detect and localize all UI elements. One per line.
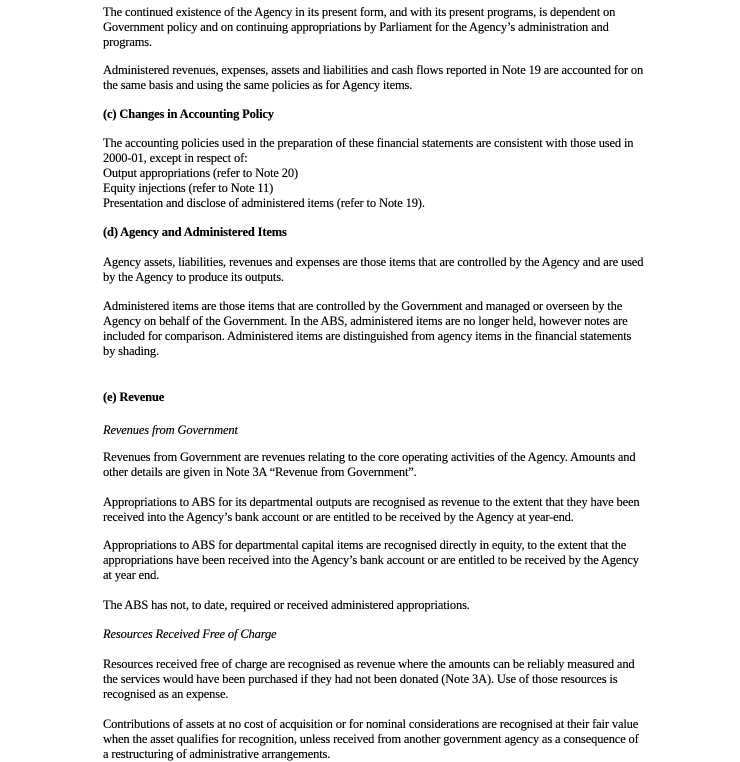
paragraph-continued-existence: The continued existence of the Agency in its present form, and with its present programs, is dependent on Government policy and on continuing appropriations by Parliament for the Agency’s administration and programs.: [103, 5, 616, 49]
document-body: [103, 5, 645, 762]
list-line-output-appropriations: Output appropriations (refer to Note 20): [103, 166, 298, 180]
section-heading-e-revenue: (e) Revenue: [103, 390, 165, 404]
paragraph-resources-free-of-charge: Resources received free of charge are recognised as revenue where the amounts can be reliably measured and the services would have been purchased if they had not been donated (Note 3A). Use of those resources is recognised as an expense.: [103, 657, 635, 701]
list-line-presentation-disclose: Presentation and disclose of administered items (refer to Note 19).: [103, 196, 425, 210]
paragraph-agency-assets: Agency assets, liabilities, revenues and expenses are those items that are controlled by the Agency and are used by the Agency to produce its outputs.: [103, 255, 644, 284]
paragraph-appropriations-capital: Appropriations to ABS for departmental capital items are recognised directly in equity, to the extent that the appropriations have been received into the Agency’s bank account or are entitled to be received by the Agency at year end.: [103, 538, 639, 582]
paragraph-accounting-policies: The accounting policies used in the preparation of these financial statements are consistent with those used in 2000-01, except in respect of:: [103, 136, 634, 165]
subheading-resources-received-free-of-charge: Resources Received Free of Charge: [103, 627, 277, 641]
paragraph-administered-note19: Administered revenues, expenses, assets and liabilities and cash flows reported in Note 19 are accounted for on the same basis and using the same policies as for Agency items.: [103, 63, 644, 92]
paragraph-appropriations-outputs: Appropriations to ABS for its departmental outputs are recognised as revenue to the extent that they have been received into the Agency’s bank account or are entitled to be received by the Agency at year-end.: [103, 495, 640, 524]
paragraph-administered-items: Administered items are those items that are controlled by the Government and managed or overseen by the Agency on behalf of the Government. In the ABS, administered items are no longer held, however notes are included for comparison. Administered items are distinguished from agency items in the financial statements by shading.: [103, 299, 632, 358]
section-heading-d-agency-and-administered-items: (d) Agency and Administered Items: [103, 225, 287, 239]
paragraph-contributions-of-assets: Contributions of assets at no cost of acquisition or for nominal considerations are recognised at their fair value when the asset qualifies for recognition, unless received from another government agency as a consequence of a restructuring of administrative arrangements.: [103, 717, 639, 761]
list-line-equity-injections: Equity injections (refer to Note 11): [103, 181, 274, 195]
paragraph-revenues-core-activities: Revenues from Government are revenues relating to the core operating activities of the Agency. Amounts and other details are given in Note 3A “Revenue from Government”.: [103, 450, 636, 479]
subheading-revenues-from-government: Revenues from Government: [103, 423, 238, 437]
section-heading-c-changes-in-accounting-policy: (c) Changes in Accounting Policy: [103, 107, 274, 121]
paragraph-abs-no-administered-appropriations: The ABS has not, to date, required or received administered appropriations.: [103, 598, 470, 612]
